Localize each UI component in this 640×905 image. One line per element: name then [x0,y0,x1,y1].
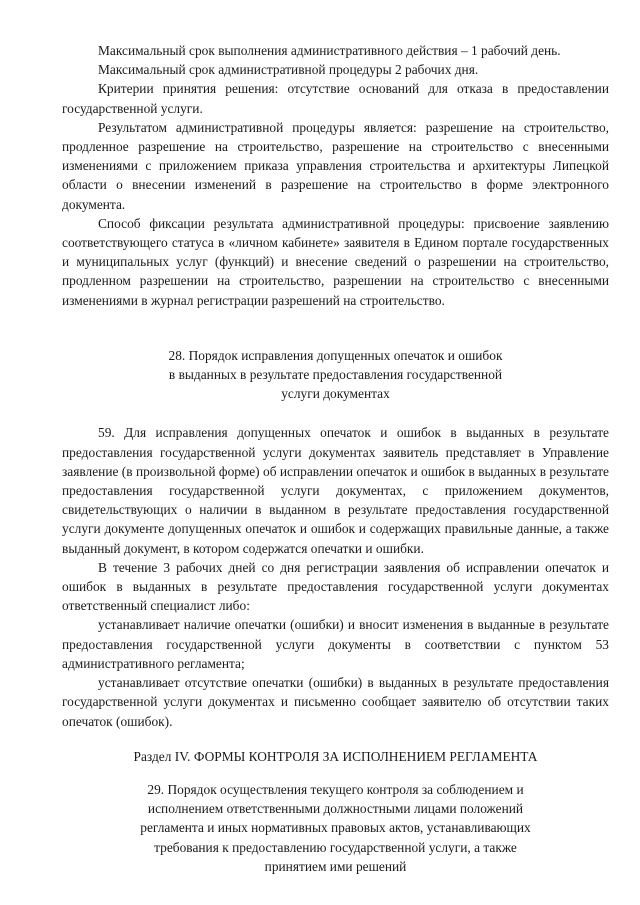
heading-line: исполнением ответственными должностными лицами положений [147,801,524,817]
paragraph-error-found: устанавливает наличие опечатки (ошибки) и вносит изменения в выданные в результате предоставления государственной услуги документы в соответствии с пунктом 53 административного регламента; [62,617,609,671]
paragraph-decision-criteria: Критерии принятия решения: отсутствие оснований для отказа в предоставлении государственной услуги. [62,81,609,116]
paragraph-max-action-term: Максимальный срок выполнения административного действия – 1 рабочий день. [98,43,561,58]
section-59-paragraphs [62,423,609,730]
heading-section-29 [62,780,609,876]
heading-line: принятием ими решений [264,858,407,874]
section-title: Раздел IV. ФОРМЫ КОНТРОЛЯ ЗА ИСПОЛНЕНИЕМ РЕГЛАМЕНТА [133,748,538,764]
heading-line: требования к предоставлению государственной услуги, а также [154,839,517,855]
paragraph-fixation-method: Способ фиксации результата административной процедуры: присвоение заявлению соответствующего статуса в «личном кабинете» заявителя в Едином портале государственных и муниципальных услуг (функций) и внесение сведений о разрешении на строительство, продленном разрешении на строительство, разрешении на строительство с внесенными изменениями в журнал регистрации разрешений на строительство. [62,215,609,308]
paragraph-review-term: В течение 3 рабочих дней со дня регистрации заявления об исправлении опечаток и ошибок в выданных в результате предоставления государственной услуги документах ответственный специалист либо: [62,559,609,614]
heading-line: услуги документах [281,386,390,402]
paragraph-procedure-result: Результатом административной процедуры является: разрешение на строительство, продленное разрешение на строительство, разрешение на строительство с внесенными изменениями с приложением приказа управления строительства и архитектуры Липецкой области о внесении изменений в разрешение на строительство в форме электронного документа. [62,119,609,212]
paragraph-max-procedure-term: Максимальный срок административной процедуры 2 рабочих дня. [98,62,479,78]
paragraph-error-absent: устанавливает отсутствие опечатки (ошибки) в выданных в результате предоставления государственной услуги документах и письменно сообщает заявителю об отсутствии таких опечаток (ошибок). [62,675,609,729]
heading-line: 28. Порядок исправления допущенных опечаток и ошибок [168,347,503,363]
paragraph-59: 59. Для исправления допущенных опечаток и ошибок в выданных в результате предоставления государственной услуги документах заявитель представляет в Управление заявление (в произвольной форме) об исправлении опечаток и ошибок в выданных в результате предоставления государственной услуги документах, с приложением документов, свидетельствующих о наличии в выданном в результате предоставления государственной услуги документе допущенных опечаток и ошибок и содержащих правильные данные, а также выданный документ, в котором содержатся опечатки и ошибки. [62,425,609,556]
heading-line: 29. Порядок осуществления текущего контроля за соблюдением и [147,781,524,797]
heading-section-28 [62,346,609,404]
heading-line: регламента и иных нормативных правовых актов, устанавливающих [140,820,531,836]
heading-line: в выданных в результате предоставления государственной [168,367,503,383]
top-paragraphs [62,41,609,310]
